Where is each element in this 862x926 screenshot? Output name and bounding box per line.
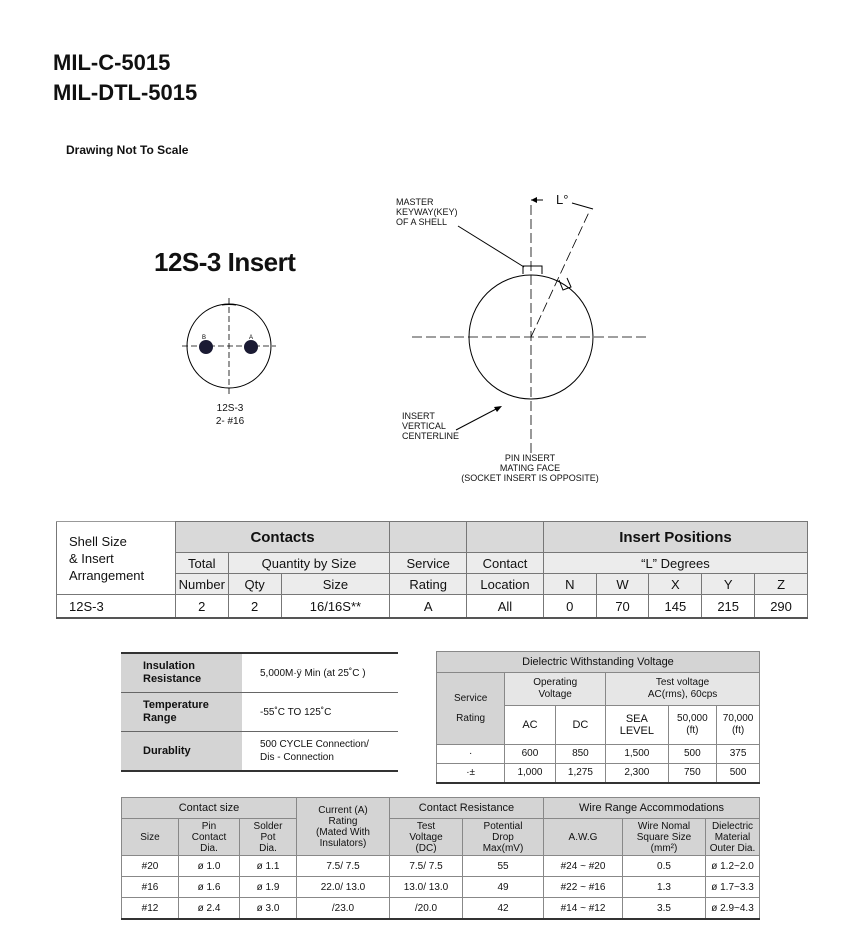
- ft50-cell: 750: [668, 764, 717, 784]
- test-cell: 7.5/ 7.5: [390, 856, 463, 877]
- pos-y-cell: 215: [702, 595, 755, 619]
- master-leader: [458, 226, 524, 267]
- contact-b: [199, 340, 213, 354]
- dielectric-voltage-table: [436, 651, 760, 784]
- master-keyway: [523, 266, 542, 274]
- test-cell: 13.0/ 13.0: [390, 877, 463, 898]
- col-n-header: N: [543, 574, 596, 595]
- table-row: [122, 877, 760, 898]
- service-header: Service: [390, 553, 467, 574]
- contact-a: [244, 340, 258, 354]
- qty-header: Qty: [228, 574, 281, 595]
- solder-cell: ø 1.9: [240, 877, 297, 898]
- potential-drop-header: Potential Drop Max(mV): [463, 819, 544, 856]
- contact-resistance-header: Contact Resistance: [390, 798, 544, 819]
- outer-cell: ø 1.7~3.3: [706, 877, 760, 898]
- qty-cell: 2: [228, 595, 281, 619]
- temperature-key: Temperature Range: [121, 693, 242, 732]
- ac-cell: 600: [505, 745, 555, 764]
- sea-level-header: SEA LEVEL: [606, 706, 668, 745]
- insulation-table: [121, 652, 398, 772]
- temperature-value: -55˚C TO 125˚C: [242, 693, 398, 732]
- contacts-header: Contacts: [175, 522, 389, 553]
- drop-cell: 55: [463, 856, 544, 877]
- table-row: [121, 653, 398, 693]
- table-row: [122, 856, 760, 877]
- number-header: Number: [175, 574, 228, 595]
- size-cell: #16: [122, 877, 179, 898]
- vertical-centerline-label: INSERT VERTICAL CENTERLINE: [402, 411, 460, 441]
- nominal-cell: 1.3: [623, 877, 706, 898]
- table-row: [437, 745, 760, 764]
- rating-cell: A: [390, 595, 467, 619]
- vertical-leader-arrow: [494, 406, 502, 412]
- solder-dia-header: Solder Pot Dia.: [240, 819, 297, 856]
- pin-cell: ø 1.0: [179, 856, 240, 877]
- pos-n-cell: 0: [543, 595, 596, 619]
- dwv-title: Dielectric Withstanding Voltage: [437, 652, 760, 673]
- dc-cell: 850: [555, 745, 605, 764]
- size-header: Size: [122, 819, 179, 856]
- insert-positions-header: Insert Positions: [543, 522, 807, 553]
- solder-cell: ø 3.0: [240, 898, 297, 920]
- sea-cell: 2,300: [606, 764, 668, 784]
- nominal-cell: 3.5: [623, 898, 706, 920]
- angle-label: L°: [556, 192, 569, 207]
- location-cell: All: [467, 595, 544, 619]
- awg-cell: #22 ~ #16: [544, 877, 623, 898]
- current-cell: 7.5/ 7.5: [297, 856, 390, 877]
- pos-z-cell: 290: [755, 595, 808, 619]
- nominal-cell: 0.5: [623, 856, 706, 877]
- arrangement-cell: 12S-3: [57, 595, 176, 619]
- contact-a-label: A: [249, 335, 254, 341]
- durability-value: 500 CYCLE Connection/ Dis - Connection: [242, 732, 398, 772]
- dc-cell: 1,275: [555, 764, 605, 784]
- table-row: [122, 898, 760, 920]
- ft70-cell: 375: [717, 745, 760, 764]
- col-y-header: Y: [702, 574, 755, 595]
- size-cell: 16/16S**: [281, 595, 390, 619]
- size-cell: #12: [122, 898, 179, 920]
- shell-size-header: Shell Size & Insert Arrangement: [57, 522, 176, 595]
- current-cell: 22.0/ 13.0: [297, 877, 390, 898]
- quantity-header: Quantity by Size: [228, 553, 389, 574]
- insert-key: [559, 278, 571, 290]
- operating-voltage-header: Operating Voltage: [505, 673, 606, 706]
- l-degrees-header: “L” Degrees: [543, 553, 807, 574]
- test-voltage-header: Test Voltage (DC): [390, 819, 463, 856]
- rating-cell: ·±: [437, 764, 505, 784]
- master-keyway-label: MASTER KEYWAY(KEY) OF A SHELL: [396, 197, 458, 227]
- insert-title: 12S-3 Insert: [154, 247, 296, 277]
- col-w-header: W: [596, 574, 649, 595]
- vertical-leader: [456, 408, 498, 430]
- sea-cell: 1,500: [606, 745, 668, 764]
- total-header: Total: [175, 553, 228, 574]
- ft70-cell: 500: [717, 764, 760, 784]
- pin-cell: ø 2.4: [179, 898, 240, 920]
- awg-cell: #24 ~ #20: [544, 856, 623, 877]
- size-header: Size: [281, 574, 390, 595]
- test-cell: /20.0: [390, 898, 463, 920]
- insert-key-arc: [222, 304, 236, 305]
- contact-size-header: Contact size: [122, 798, 297, 819]
- dc-header: DC: [555, 706, 605, 745]
- col-z-header: Z: [755, 574, 808, 595]
- total-cell: 2: [175, 595, 228, 619]
- drop-cell: 42: [463, 898, 544, 920]
- current-rating-header: Current (A) Rating (Mated With Insulators): [297, 798, 390, 856]
- title-line-1: MIL-C-5015: [53, 50, 171, 75]
- rating-header: Rating: [390, 574, 467, 595]
- pin-dia-header: Pin Contact Dia.: [179, 819, 240, 856]
- insulation-key: Insulation Resistance: [121, 653, 242, 693]
- contact-b-label: B: [202, 335, 207, 341]
- contact-size-table: [121, 797, 760, 920]
- ac-cell: 1,000: [505, 764, 555, 784]
- contact-header: Contact: [467, 553, 544, 574]
- wire-range-header: Wire Range Accommodations: [544, 798, 760, 819]
- ft70-header: 70,000 (ft): [717, 706, 760, 745]
- ft50-cell: 500: [668, 745, 717, 764]
- insulation-value: 5,000M·ÿ Min (at 25˚C ): [242, 653, 398, 693]
- size-cell: #20: [122, 856, 179, 877]
- outer-cell: ø 1.2~2.0: [706, 856, 760, 877]
- rating-cell: ·: [437, 745, 505, 764]
- insert-face-drawing: [182, 298, 276, 394]
- drop-cell: 49: [463, 877, 544, 898]
- pin-insert-label: PIN INSERT MATING FACE (SOCKET INSERT IS OPPOSITE): [461, 453, 599, 483]
- solder-cell: ø 1.1: [240, 856, 297, 877]
- title-line-2: MIL-DTL-5015: [53, 80, 198, 105]
- insert-caption: 12S-3 2- #16: [215, 403, 245, 427]
- durability-key: Durablity: [121, 732, 242, 772]
- angle-ray: [531, 210, 590, 337]
- table-row: [121, 732, 398, 772]
- test-voltage-header: Test voltage AC(rms), 60cps: [606, 673, 760, 706]
- outer-dia-header: Dielectric Material Outer Dia.: [706, 819, 760, 856]
- table-row: [121, 693, 398, 732]
- awg-cell: #14 ~ #12: [544, 898, 623, 920]
- table-row: [437, 764, 760, 784]
- ft50-header: 50,000 (ft): [668, 706, 717, 745]
- location-header: Location: [467, 574, 544, 595]
- awg-header: A.W.G: [544, 819, 623, 856]
- wire-nominal-header: Wire Nomal Square Size (mm²): [623, 819, 706, 856]
- pos-w-cell: 70: [596, 595, 649, 619]
- current-cell: /23.0: [297, 898, 390, 920]
- pin-cell: ø 1.6: [179, 877, 240, 898]
- pos-x-cell: 145: [649, 595, 702, 619]
- service-blank-header: [390, 522, 467, 553]
- contact-blank-header: [467, 522, 544, 553]
- outer-cell: ø 2.9~4.3: [706, 898, 760, 920]
- col-x-header: X: [649, 574, 702, 595]
- angle-dim-arrow: [531, 197, 537, 203]
- angle-dim-right: [572, 203, 593, 209]
- table-row: [57, 595, 808, 619]
- insert-arrangement-table: [56, 521, 808, 619]
- ac-header: AC: [505, 706, 555, 745]
- service-rating-header: Service Rating: [437, 673, 505, 745]
- scale-note: Drawing Not To Scale: [66, 143, 189, 157]
